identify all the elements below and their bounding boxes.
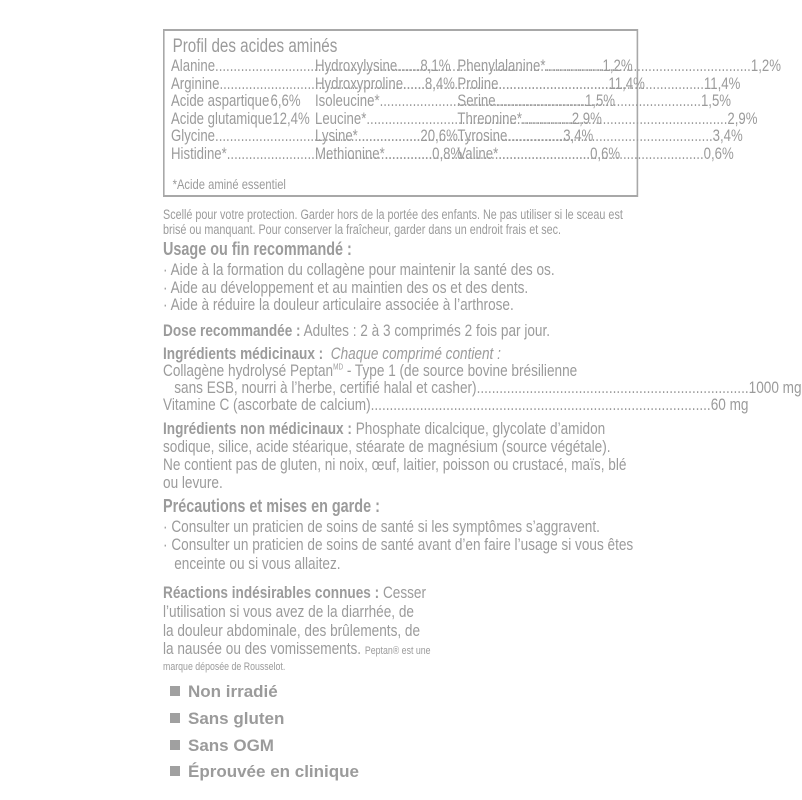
amino-acid-row [457,127,743,145]
amino-acid-percent: 20,6% [420,127,458,145]
nonmedicinal-line-2: sodique, silice, acide stéarique, stéarate de magnésium (source végétale). [163,437,611,456]
amino-acid-percent: 3,4% [563,127,594,145]
collagen-text: Collagène hydrolysé Peptan [163,361,334,380]
collagen-text-2: - Type 1 (de source bovine brésilienne [343,361,578,380]
amino-acid-percent: 0,6% [590,145,621,163]
amino-acid-percent: 8,4% [424,75,455,93]
sealed-line-2: brisé ou manquant. Pour conserver la fraîcheur, garder dans un endroit frais et sec. [163,222,562,237]
dose-line [163,322,550,339]
collagen-source: sans ESB, nourri à l’herbe, certifié halal et casher) [174,378,477,397]
amino-acid-name: Leucine* [315,110,367,128]
collagen-line [163,362,577,379]
claim-item: Sans gluten [188,709,285,728]
amino-acid-row [457,110,758,128]
dot-leader [499,76,704,93]
precaution-cont: enceinte ou si vous allaitez. [174,554,341,573]
amino-acid-name: Serine [457,92,496,110]
usage-item: · Aide à la formation du collagène pour maintenir la santé des os. [163,261,555,278]
amino-acid-name: Lysine* [315,127,358,145]
claim-item: Sans OGM [188,736,274,755]
collagen-dose-line: sans ESB, nourri à l’herbe, certifié halal et casher) ........................................................................ 1000 mg [174,378,802,397]
dose-text: Adultes : 2 à 3 comprimés 2 fois par jour. [303,321,551,340]
amino-acid-percent: 1,2% [602,57,633,75]
amino-acid-name: Phenylalanine* [457,57,546,75]
amino-acid-percent: 11,4% [608,75,645,93]
amino-acid-percent: 0,6% [703,145,734,163]
dot-leader [496,93,701,110]
sealed-line-1: Scellé pour votre protection. Garder hors de la portée des enfants. Ne pas utiliser si le sceau est [163,207,623,222]
nonmedicinal-text: Phosphate dicalcique, glycolate d’amidon [355,419,606,438]
amino-acid-name: Arginine [171,75,220,93]
vitamin-c-line: Vitamine C (ascorbate de calcium) .......................................................................................... 60 mg [163,395,749,414]
amino-acid-name: Hydroxylysine [315,57,398,75]
square-bullet-icon [170,713,180,723]
claim-item: Non irradié [188,682,278,701]
amino-acid-percent: 8,1% [420,57,451,75]
amino-acid-profile-box [163,29,781,197]
precaution-item: · Consulter un praticien de soins de santé si les symptômes s’aggravent. [163,518,600,535]
square-bullet-icon [170,686,180,696]
claim-item: Éprouvée en clinique [188,762,359,781]
amino-acid-name: Proline [457,75,499,93]
amino-acid-percent: 11,4% [703,75,741,93]
nonmedicinal-line-4: ou levure. [163,473,223,492]
nonmedicinal-heading: Ingrédients non médicinaux : [163,419,352,438]
trademark-note: Peptan® est une [364,645,431,657]
reactions-text: la nausée ou des vomissements. [163,639,362,658]
reactions-line-2: l’utilisation si vous avez de la diarrhée, de [163,602,414,621]
square-bullet-icon [170,740,180,750]
amino-acid-name: Acide aspartique [171,92,270,110]
vitamin-c-amount: 60 mg [710,395,749,414]
amino-title: Profil des acides aminés [172,36,338,57]
amino-acid-name: Glycine [171,127,216,145]
amino-footnote: *Acide aminé essentiel [172,176,286,192]
dot-leader [498,146,703,163]
amino-acid-row [315,75,645,93]
collagen-amount: 1000 mg [748,378,802,397]
amino-acid-row [457,57,781,75]
dose-heading: Dose recommandée : [163,321,301,340]
amino-acid-percent: 1,5% [700,92,732,110]
amino-acid-name: Methionine* [315,145,385,163]
amino-acid-percent: 12,4% [272,110,310,128]
amino-acid-percent: 1,2% [750,57,781,75]
reactions-line-3: la douleur abdominale, des brûlements, de [163,621,421,640]
amino-acid-row [457,75,741,93]
amino-acid-name: Threonine* [457,110,522,128]
reactions-heading: Réactions indésirables connues : [163,583,380,602]
amino-acid-percent: 3,4% [712,127,743,145]
trademark-note-2: marque déposée de Rousselot. [163,661,286,673]
nonmedicinal-line-1 [163,420,605,437]
amino-acid-row [171,93,301,110]
trademark-sup: MD [333,362,344,372]
amino-acid-row [457,145,734,163]
amino-acid-name: Alanine [171,57,216,75]
amino-acid-percent: 2,9% [727,110,758,128]
amino-acid-percent: 0,8% [432,145,463,163]
amino-acid-name: Histidine* [171,145,227,163]
dot-leader [545,58,750,75]
amino-acid-name: Acide glutamique [171,110,273,128]
square-bullet-icon [170,766,180,776]
amino-acid-row [171,110,310,128]
usage-heading: Usage ou fin recommandé : [163,239,352,259]
amino-acid-percent: 1,5% [584,92,616,110]
dot-leader [522,111,727,128]
dot-leader [507,128,712,145]
amino-acid-name: Valine* [457,145,499,163]
reactions-text: Cesser [382,583,427,602]
label-panel [163,0,802,800]
amino-acid-name: Isoleucine* [315,92,380,110]
nonmedicinal-line-3: Ne contient pas de gluten, ni noix, œuf, laitier, poisson ou crustacé, maïs, blé [163,455,627,474]
usage-item: · Aide au développement et au maintien des os et des dents. [163,279,528,296]
amino-acid-name: Hydroxyproline [315,75,404,93]
medicinal-heading: Ingrédients médicinaux : [163,344,324,363]
amino-acid-percent: 6,6% [270,92,301,110]
medicinal-heading-line [163,345,501,362]
medicinal-subheading: Chaque comprimé contient : [330,344,501,363]
amino-acid-percent: 2,9% [571,110,602,128]
precaution-item: · Consulter un praticien de soins de santé avant d’en faire l’usage si vous êtes [163,536,633,553]
usage-item: · Aide à réduire la douleur articulaire associée à l’arthrose. [163,296,514,313]
reactions-line-4 [163,640,431,657]
vitamin-c-name: Vitamine C (ascorbate de calcium) [163,395,371,414]
amino-acid-row [457,92,732,110]
precautions-heading: Précautions et mises en garde : [163,496,380,516]
reactions-line-1 [163,584,426,601]
amino-acid-name: Tyrosine [457,127,508,145]
